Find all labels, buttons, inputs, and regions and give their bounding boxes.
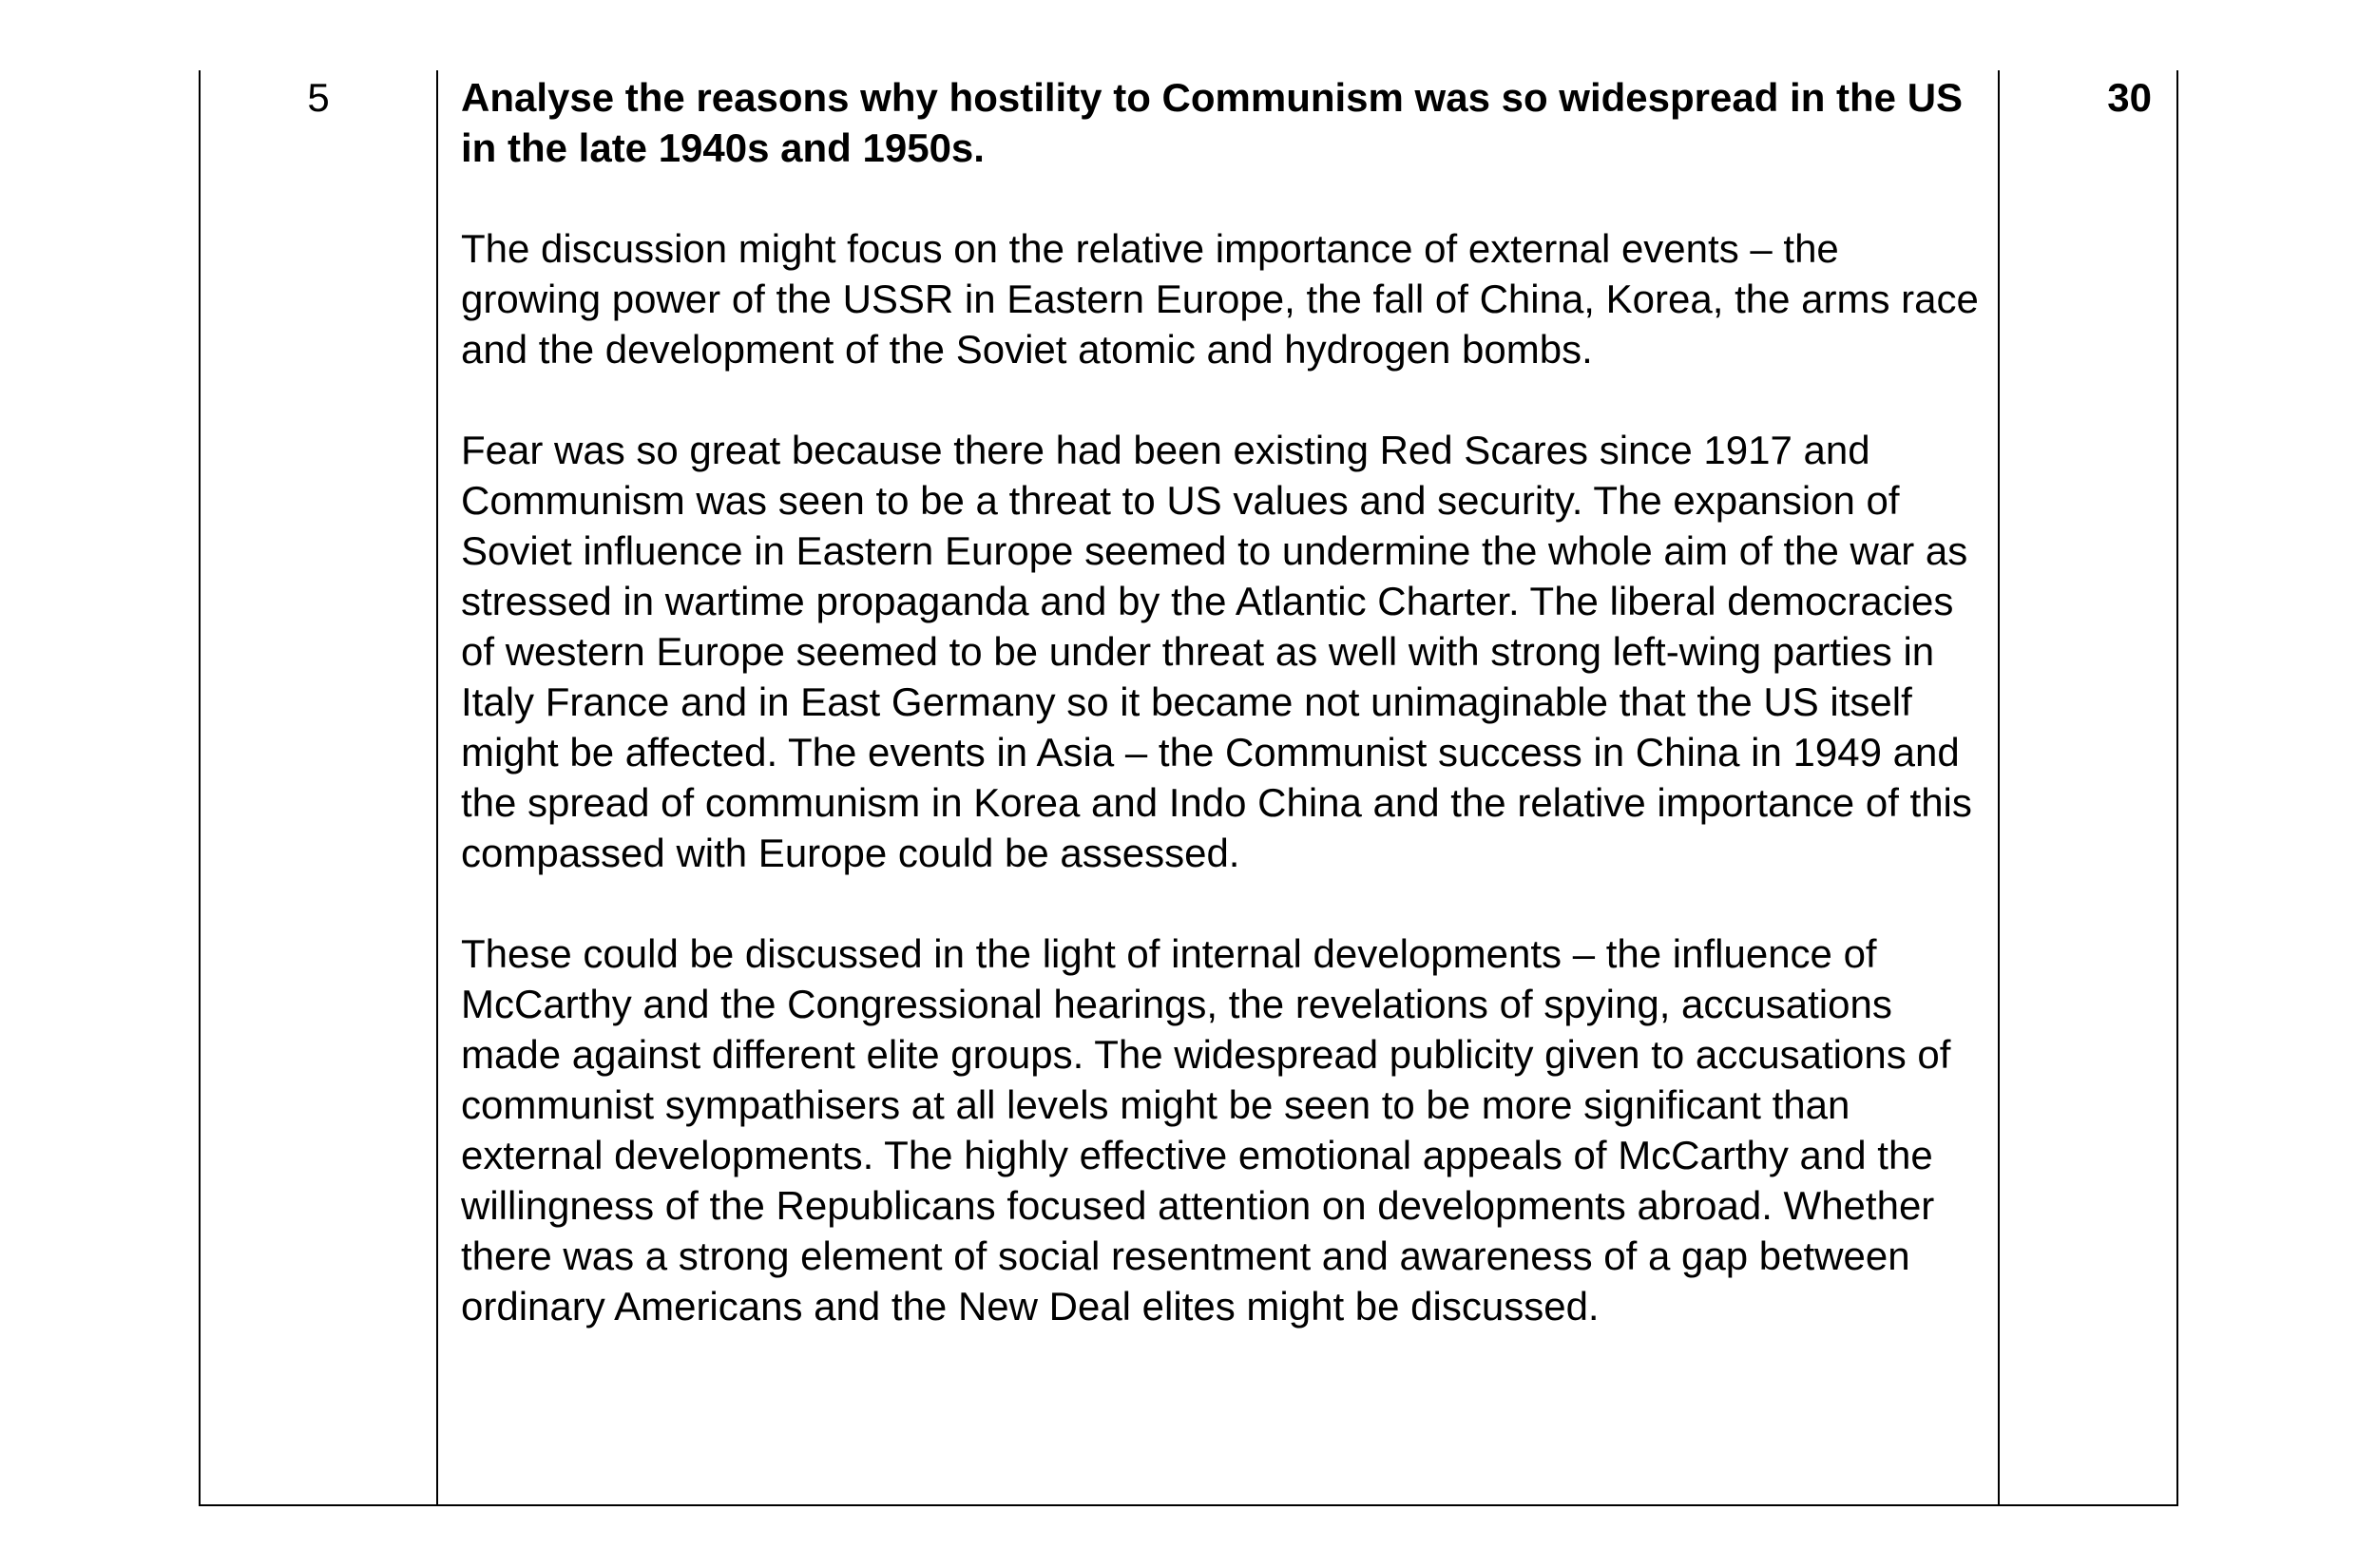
guidance-paragraph: These could be discussed in the light of internal developments – the influence of McCarthy and the Congressional hearings, the revelations of spying, accusations made against different elite groups. The widespread publicity given to accusations of communist sympathisers at all levels might be seen to be more significant than external developments. The highly effective emotional appeals of McCarthy and the willingness of the Republicans focused attention on developments abroad. Whether there was a strong element of social resentment and awareness of a gap between ordinary Americans and the New Deal elites might be discussed. bbox=[461, 931, 1951, 1329]
column-divider bbox=[1998, 70, 2000, 1504]
question-title: Analyse the reasons why hostility to Communism was so widespread in the US in the late 1940s and 1950s. bbox=[461, 75, 1964, 170]
guidance-paragraph: Fear was so great because there had been existing Red Scares since 1917 and Communism was seen to be a threat to US values and security. The expansion of Soviet influence in Eastern Europe seemed to undermine the whole aim of the war as stressed in wartime propaganda and by the Atlantic Charter. The liberal democracies of western Europe seemed to be under threat as well with strong left-wing parties in Italy France and in East Germany so it became not unimaginable that the US itself might be affected. The events in Asia – the Communist success in China in 1949 and the spread of communism in Korea and Indo China and the relative importance of this compassed with Europe could be assessed. bbox=[461, 428, 1972, 875]
question-marks: 30 bbox=[2107, 75, 2152, 120]
question-number: 5 bbox=[307, 75, 330, 120]
mark-scheme-table bbox=[199, 70, 2178, 1506]
column-divider bbox=[436, 70, 438, 1504]
question-content bbox=[461, 70, 1982, 1331]
guidance-paragraph: The discussion might focus on the relative importance of external events – the growing power of the USSR in Eastern Europe, the fall of China, Korea, the arms race and the development of the Soviet atomic and hydrogen bombs. bbox=[461, 226, 1979, 372]
